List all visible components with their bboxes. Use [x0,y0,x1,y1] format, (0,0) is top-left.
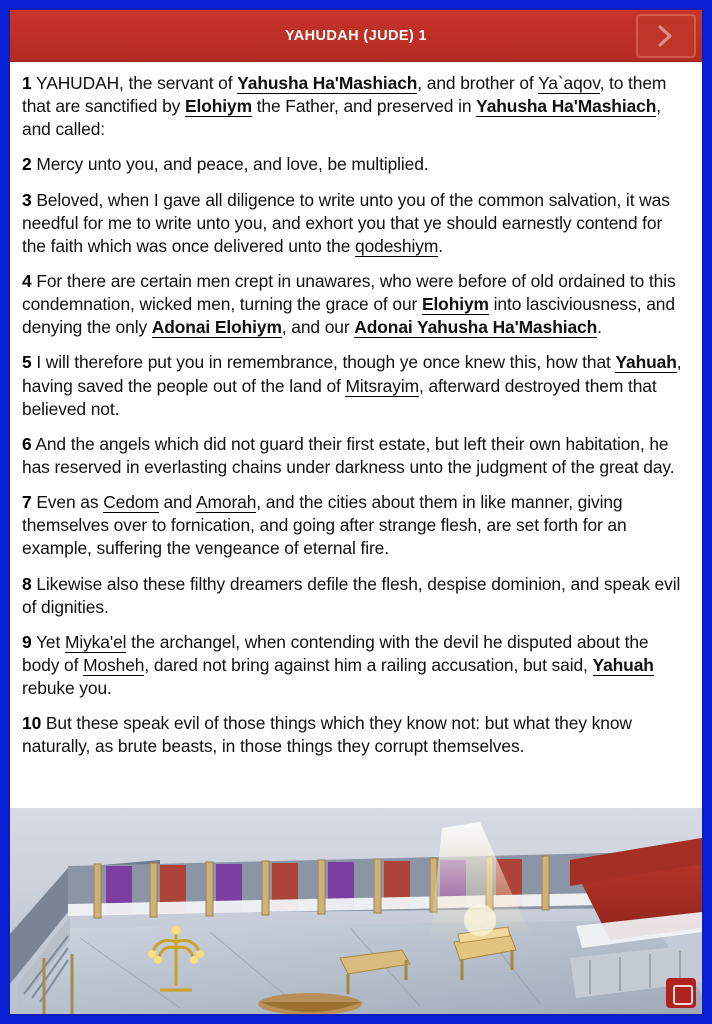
transliterated-term[interactable]: Amorah [195,492,257,513]
verse [22,712,690,758]
verse [22,433,690,479]
verse-text: I will therefore put you in remembrance, though ye once knew this, how that [36,352,616,373]
page-title: YAHUDAH (JUDE) 1 [284,27,428,44]
verse-text: , to them that are sanctified by [22,73,667,117]
verse [22,631,690,700]
verse [22,153,690,176]
verse-number: 2 [22,154,32,175]
sacred-name[interactable]: Elohiym [421,294,489,315]
verse-text: , and our [281,317,355,338]
verse-text: Likewise also these filthy dreamers defile the flesh, despise dominion, and speak evil of dignities. [22,573,681,617]
verse [22,491,690,560]
transliterated-term[interactable]: qodeshiym [355,235,439,256]
verse-number: 5 [22,352,32,373]
verse-number: 9 [22,631,32,652]
verse-text: . [597,317,602,338]
verse-text: , afterward destroyed them that believed not. [22,375,657,419]
transliterated-term[interactable]: Cedom [103,492,159,513]
verse-text: Yet [36,631,65,652]
verse-number: 1 [22,73,32,93]
verse-text: , and called: [22,96,661,140]
verse [22,72,690,141]
reader-frame [8,8,704,1016]
verse-text: . [438,235,443,256]
transliterated-term[interactable]: Ya`aqov [538,73,600,93]
tabernacle-art-svg [10,808,702,1014]
transliterated-term[interactable]: Miyka'el [64,631,127,652]
verse-text: Mercy unto you, and peace, and love, be multiplied. [36,154,429,175]
verse-number: 10 [22,713,42,734]
verse-number: 3 [22,189,32,210]
sacred-name[interactable]: Elohiym [185,96,252,117]
titlebar [10,10,702,62]
next-chapter-button[interactable] [636,14,696,58]
verse-text: , having saved the people out of the land of [22,352,682,396]
sacred-name[interactable]: Adonai Yahusha Ha'Mashiach [354,317,598,338]
verse-text: rebuke you. [22,678,112,699]
verse-text: , dared not bring against him a railing accusation, but said, [144,654,593,675]
transliterated-term[interactable]: Mitsrayim [345,375,419,396]
verse [22,573,690,619]
sacred-name[interactable]: Yahuah [615,352,677,373]
sacred-name[interactable]: Yahusha Ha'Mashiach [237,73,418,93]
verse-text: into lasciviousness, and denying the only [22,294,675,338]
verse-text: And the angels which did not guard their first estate, but left their own habitation, he has reserved in everlasting chains under darkness unto the judgment of the great day. [22,433,675,477]
verse-text: For there are certain men crept in unawares, who were before of old ordained to this condemnation, wicked men, turning the grace of our [22,270,676,315]
verse-text: But these speak evil of those things which they know not: but what they know naturally, as brute beasts, in those things they corrupt themselves. [22,713,632,757]
verse-number: 8 [22,573,32,594]
scripture-scroll[interactable] [10,62,702,807]
sacred-name[interactable]: Yahusha Ha'Mashiach [476,96,657,117]
sacred-name[interactable]: Adonai Elohiym [151,317,282,338]
verse-text: Beloved, when I gave all diligence to write unto you of the common salvation, it was needful for me to write unto you, and exhort you that ye should earnestly contend for the faith which was once delivered unto the [22,189,670,256]
tabernacle-cutaway-illustration [10,808,702,1014]
transliterated-term[interactable]: Mosheh [83,654,145,675]
verse-text: YAHUDAH, the servant of [36,73,238,93]
source-logo [666,978,696,1008]
verse [22,351,690,420]
illustration-container[interactable] [10,807,702,1014]
verse [22,270,690,339]
chevron-right-icon [651,23,681,49]
verse-text: , and the cities about them in like manner, giving themselves over to fornication, and going after strange flesh, are set forth for an example, suffering the vengeance of eternal fire. [22,492,627,559]
sacred-name[interactable]: Yahuah [592,654,654,675]
verse [22,189,690,258]
verse-text: the Father, and preserved in [251,96,477,117]
verse-number: 6 [22,433,32,454]
verse-text: Even as [36,492,104,513]
verse-number: 7 [22,492,32,513]
verse-text: , and brother of [417,73,539,93]
verse-text: the archangel, when contending with the devil he disputed about the body of [22,631,649,675]
verse-number: 4 [22,270,32,291]
verse-text: and [158,492,196,513]
